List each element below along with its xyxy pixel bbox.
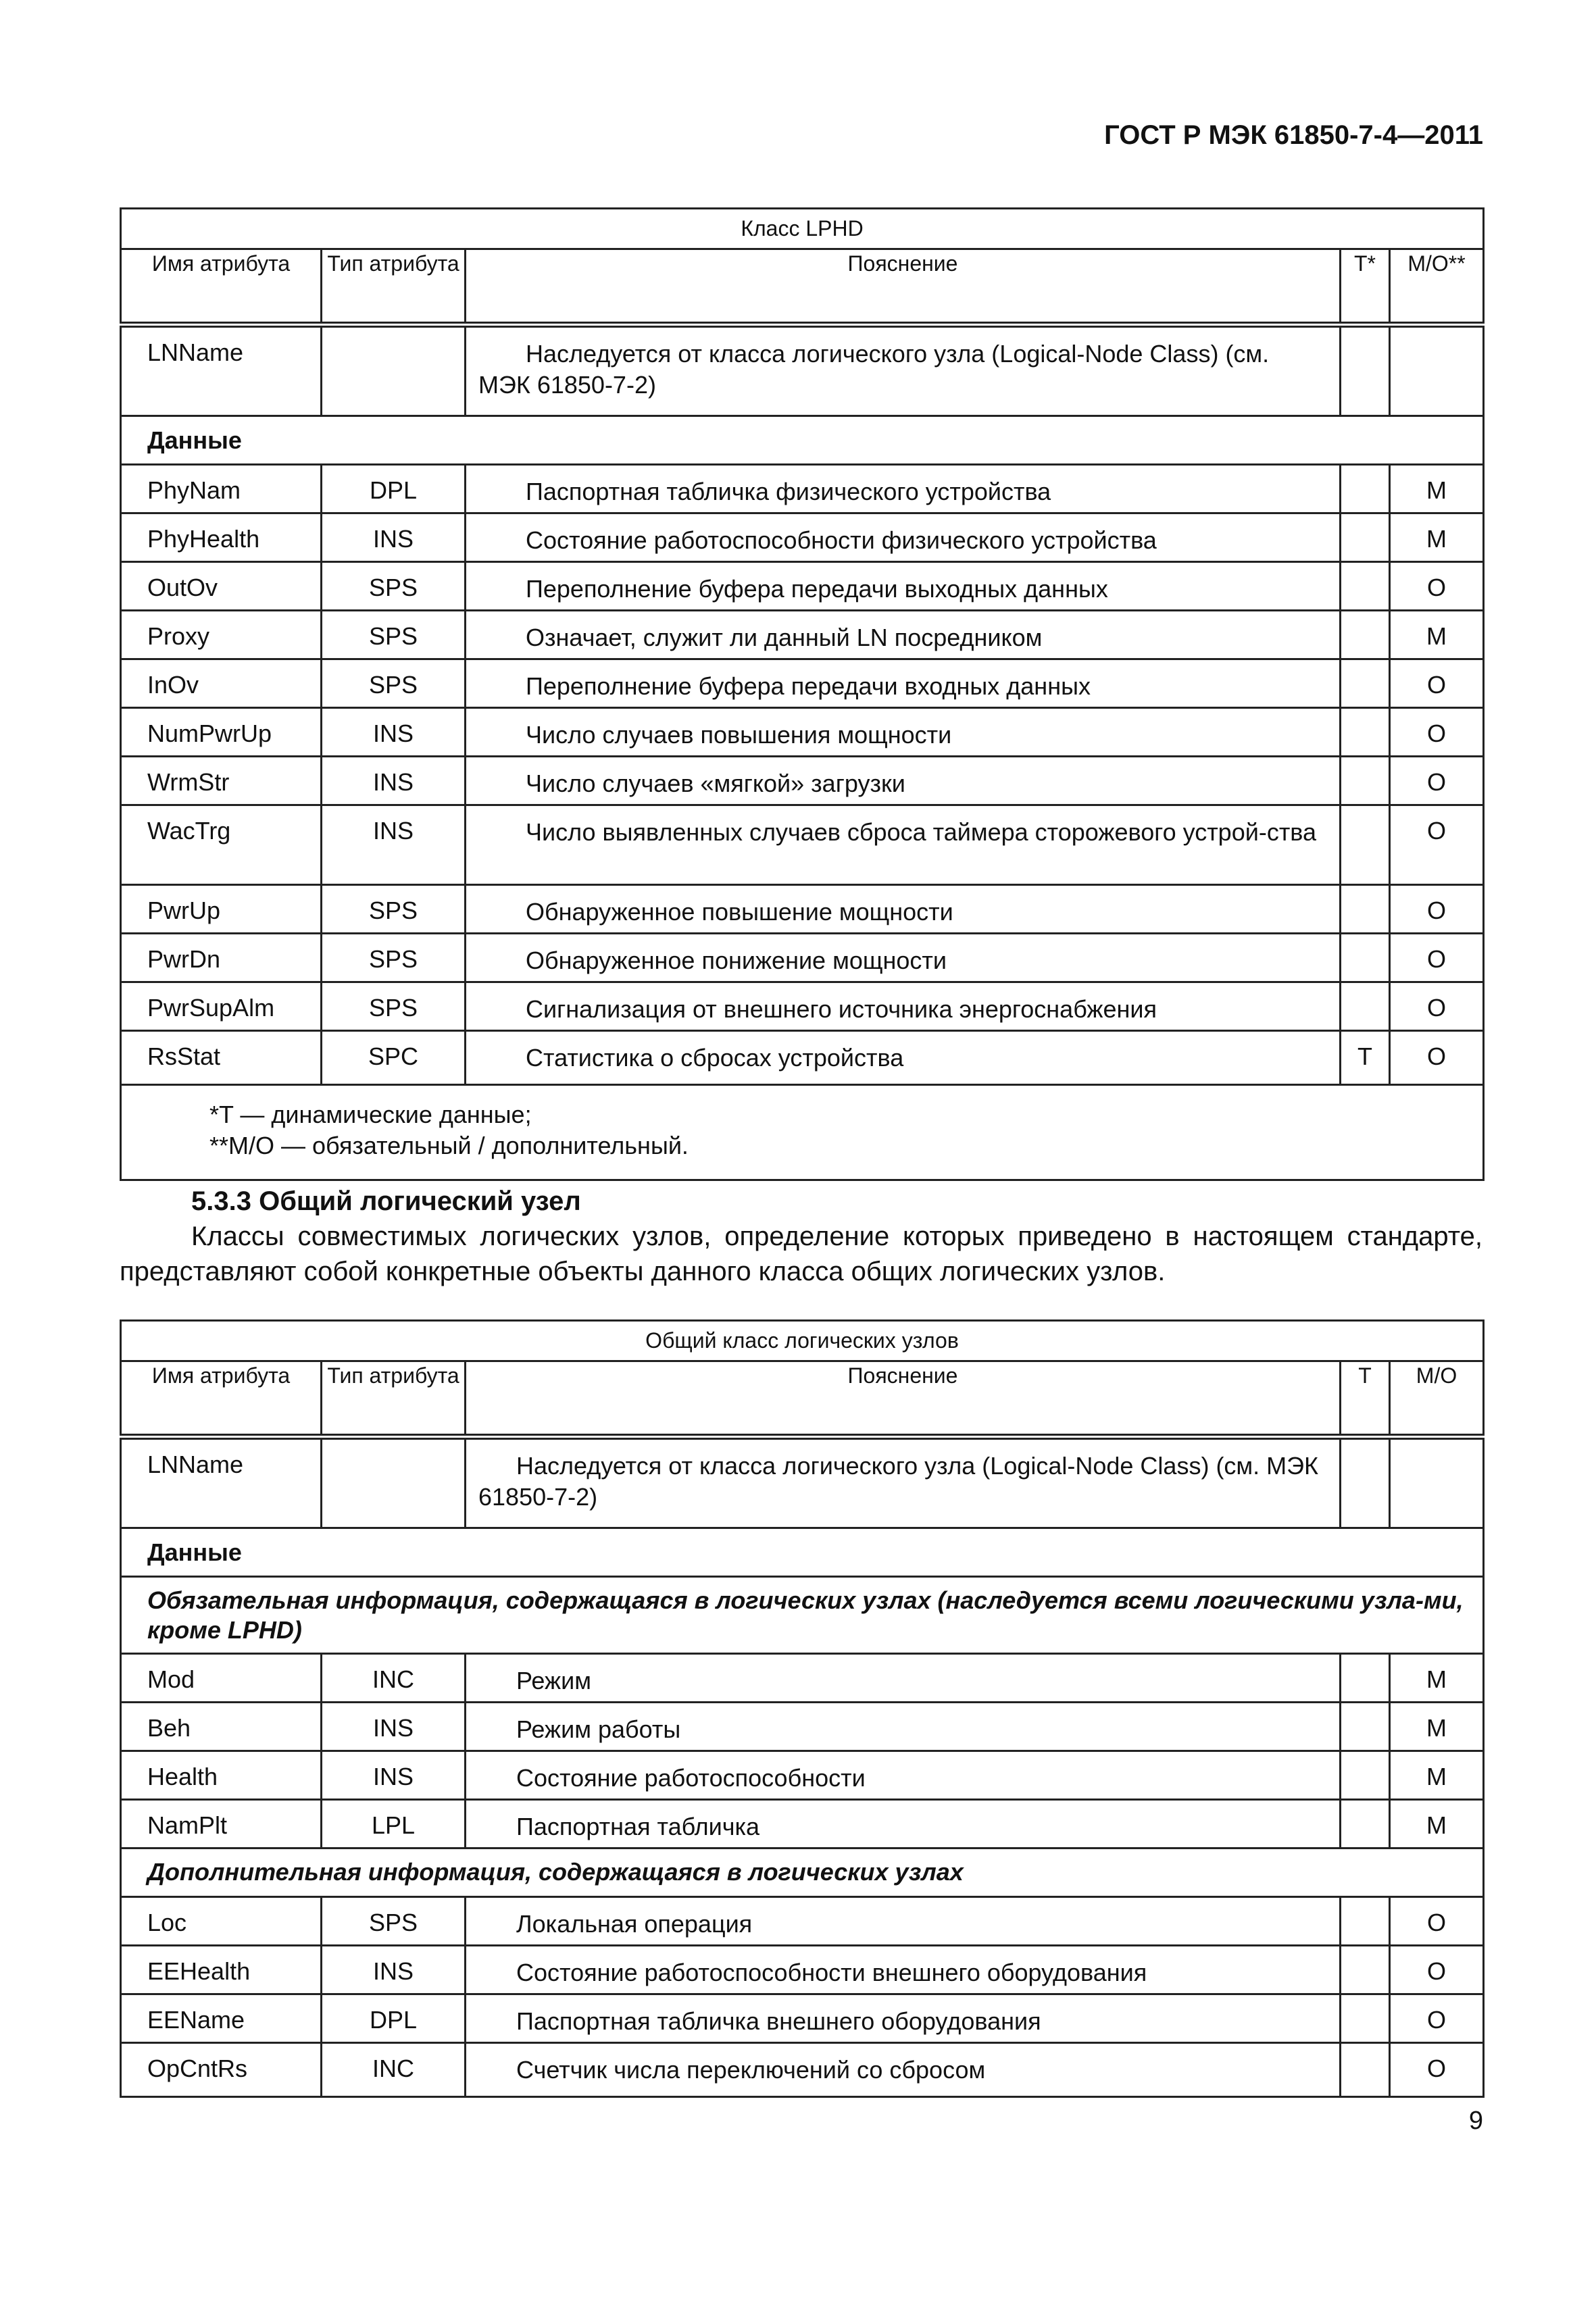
attribute-description bbox=[466, 757, 1341, 805]
attribute-mo: O bbox=[1390, 1031, 1484, 1085]
description-text: Статистика о сбросах устройства bbox=[526, 1044, 904, 1072]
attribute-description bbox=[466, 2043, 1341, 2097]
table-row bbox=[121, 757, 1484, 805]
column-header-description: Пояснение bbox=[466, 249, 1341, 325]
attribute-description bbox=[466, 465, 1341, 513]
attribute-t bbox=[1341, 562, 1390, 611]
attribute-description bbox=[466, 1437, 1341, 1528]
mandatory-info-heading: Обязательная информация, содержащаяся в логических узлах (наследуется всеми логическими узла-ми, кроме LPHD) bbox=[121, 1577, 1484, 1654]
attribute-description bbox=[466, 513, 1341, 562]
column-header-t: T* bbox=[1341, 249, 1390, 325]
attribute-mo: O bbox=[1390, 757, 1484, 805]
description-text: Паспортная табличка внешнего оборудования bbox=[516, 2007, 1041, 2035]
attribute-mo: M bbox=[1390, 1654, 1484, 1703]
description-text: Наследуется от класса логического узла (Logical-Node Class) (см. МЭК 61850-7-2) bbox=[478, 340, 1270, 399]
attribute-description bbox=[466, 562, 1341, 611]
table-row bbox=[121, 934, 1484, 982]
attribute-t bbox=[1341, 1994, 1390, 2043]
description-text: Состояние работоспособности bbox=[516, 1764, 866, 1792]
attribute-type: INS bbox=[322, 805, 466, 885]
description-text: Локальная операция bbox=[516, 1910, 753, 1938]
description-text: Обнаруженное повышение мощности bbox=[526, 898, 953, 926]
attribute-t bbox=[1341, 325, 1390, 416]
attribute-type: INC bbox=[322, 1654, 466, 1703]
description-text: Число выявленных случаев сброса таймера сторожевого устрой-ства bbox=[526, 818, 1317, 846]
attribute-name: PhyHealth bbox=[121, 513, 322, 562]
attribute-mo: O bbox=[1390, 1946, 1484, 1994]
section-heading: Данные bbox=[121, 416, 1484, 465]
attribute-description bbox=[466, 1654, 1341, 1703]
section-paragraph bbox=[120, 1219, 1482, 1289]
description-text: Счетчик числа переключений со сбросом bbox=[516, 2056, 986, 2084]
attribute-type: SPS bbox=[322, 1897, 466, 1946]
attribute-t bbox=[1341, 1946, 1390, 1994]
attribute-name: RsStat bbox=[121, 1031, 322, 1085]
attribute-type bbox=[322, 325, 466, 416]
section-heading: Данные bbox=[121, 1528, 1484, 1577]
attribute-name: Proxy bbox=[121, 611, 322, 659]
attribute-description bbox=[466, 1703, 1341, 1751]
table-row bbox=[121, 1437, 1484, 1528]
attribute-description bbox=[466, 708, 1341, 757]
attribute-t bbox=[1341, 757, 1390, 805]
attribute-t bbox=[1341, 2043, 1390, 2097]
column-header-name: Имя атрибута bbox=[121, 249, 322, 325]
attribute-t bbox=[1341, 1703, 1390, 1751]
attribute-type: INC bbox=[322, 2043, 466, 2097]
common-logical-node-class-table bbox=[120, 1319, 1485, 2098]
attribute-mo bbox=[1390, 325, 1484, 416]
table-header-row bbox=[121, 249, 1484, 325]
section-533 bbox=[120, 1184, 1482, 1289]
section-heading-533: 5.3.3 Общий логический узел bbox=[191, 1186, 581, 1216]
description-text: Режим работы bbox=[516, 1715, 681, 1743]
table-row bbox=[121, 708, 1484, 757]
attribute-name: EEHealth bbox=[121, 1946, 322, 1994]
attribute-mo: M bbox=[1390, 513, 1484, 562]
column-header-type: Тип атрибута bbox=[322, 249, 466, 325]
attribute-type: LPL bbox=[322, 1800, 466, 1848]
attribute-mo: M bbox=[1390, 1800, 1484, 1848]
description-text: Паспортная табличка физического устройства bbox=[526, 478, 1051, 505]
attribute-type: SPS bbox=[322, 611, 466, 659]
attribute-type: DPL bbox=[322, 465, 466, 513]
attribute-name: WrmStr bbox=[121, 757, 322, 805]
table-row bbox=[121, 1751, 1484, 1800]
attribute-t bbox=[1341, 1654, 1390, 1703]
attribute-t bbox=[1341, 805, 1390, 885]
lphd-class-table bbox=[120, 207, 1485, 1181]
table-row bbox=[121, 513, 1484, 562]
attribute-type: INS bbox=[322, 708, 466, 757]
attribute-description bbox=[466, 1946, 1341, 1994]
description-text: Переполнение буфера передачи выходных данных bbox=[526, 575, 1108, 603]
table-row bbox=[121, 611, 1484, 659]
column-header-mo: M/O** bbox=[1390, 249, 1484, 325]
attribute-name: LNName bbox=[121, 325, 322, 416]
attribute-t bbox=[1341, 885, 1390, 934]
column-header-type: Тип атрибута bbox=[322, 1361, 466, 1437]
page-number: 9 bbox=[1468, 2107, 1483, 2135]
attribute-t bbox=[1341, 934, 1390, 982]
column-header-t: T bbox=[1341, 1361, 1390, 1437]
attribute-description bbox=[466, 325, 1341, 416]
attribute-description bbox=[466, 1800, 1341, 1848]
column-header-name: Имя атрибута bbox=[121, 1361, 322, 1437]
table-notes bbox=[121, 1085, 1484, 1180]
table-row bbox=[121, 1703, 1484, 1751]
table-row bbox=[121, 1946, 1484, 1994]
attribute-mo: O bbox=[1390, 562, 1484, 611]
attribute-description bbox=[466, 659, 1341, 708]
table-row bbox=[121, 1897, 1484, 1946]
attribute-name: PwrDn bbox=[121, 934, 322, 982]
table-row bbox=[121, 1994, 1484, 2043]
optional-info-heading: Дополнительная информация, содержащаяся в логических узлах bbox=[121, 1848, 1484, 1897]
attribute-description bbox=[466, 805, 1341, 885]
attribute-mo: O bbox=[1390, 708, 1484, 757]
attribute-t bbox=[1341, 1437, 1390, 1528]
description-text: Число случаев «мягкой» загрузки bbox=[526, 770, 905, 797]
attribute-description bbox=[466, 885, 1341, 934]
attribute-name: Health bbox=[121, 1751, 322, 1800]
column-header-mo: M/O bbox=[1390, 1361, 1484, 1437]
attribute-name: NumPwrUp bbox=[121, 708, 322, 757]
attribute-type: DPL bbox=[322, 1994, 466, 2043]
description-text: Сигнализация от внешнего источника энергоснабжения bbox=[526, 995, 1157, 1023]
description-text: Число случаев повышения мощности bbox=[526, 721, 952, 749]
description-text: Режим bbox=[516, 1667, 591, 1694]
attribute-mo: O bbox=[1390, 885, 1484, 934]
attribute-t bbox=[1341, 1800, 1390, 1848]
attribute-t: T bbox=[1341, 1031, 1390, 1085]
paragraph-text: Классы совместимых логических узлов, определение которых приведено в настоящем стандарте, представляют собой конкретные объекты данного класса общих логических узлов. bbox=[120, 1222, 1482, 1286]
attribute-name: InOv bbox=[121, 659, 322, 708]
table-row bbox=[121, 1654, 1484, 1703]
attribute-description bbox=[466, 1031, 1341, 1085]
attribute-mo: O bbox=[1390, 1897, 1484, 1946]
table-row bbox=[121, 982, 1484, 1031]
table-row bbox=[121, 465, 1484, 513]
attribute-t bbox=[1341, 513, 1390, 562]
description-text: Состояние работоспособности внешнего оборудования bbox=[516, 1959, 1147, 1986]
attribute-mo: M bbox=[1390, 1751, 1484, 1800]
description-text: Паспортная табличка bbox=[516, 1813, 760, 1840]
attribute-type: INS bbox=[322, 1751, 466, 1800]
note-line: *T — динамические данные; bbox=[209, 1101, 532, 1128]
attribute-type: SPS bbox=[322, 659, 466, 708]
attribute-type: SPS bbox=[322, 885, 466, 934]
table-row bbox=[121, 659, 1484, 708]
attribute-t bbox=[1341, 659, 1390, 708]
table-row bbox=[121, 805, 1484, 885]
attribute-name: OutOv bbox=[121, 562, 322, 611]
attribute-name: Loc bbox=[121, 1897, 322, 1946]
description-text: Означает, служит ли данный LN посредником bbox=[526, 624, 1043, 651]
attribute-type: INS bbox=[322, 513, 466, 562]
attribute-name: NamPlt bbox=[121, 1800, 322, 1848]
column-header-description: Пояснение bbox=[466, 1361, 1341, 1437]
attribute-type: INS bbox=[322, 757, 466, 805]
attribute-t bbox=[1341, 708, 1390, 757]
attribute-mo: O bbox=[1390, 2043, 1484, 2097]
attribute-type bbox=[322, 1437, 466, 1528]
attribute-type: SPC bbox=[322, 1031, 466, 1085]
description-text: Обнаруженное понижение мощности bbox=[526, 947, 947, 974]
attribute-name: Beh bbox=[121, 1703, 322, 1751]
document-header: ГОСТ Р МЭК 61850-7-4—2011 bbox=[1104, 120, 1483, 150]
table-row bbox=[121, 325, 1484, 416]
attribute-mo: O bbox=[1390, 1994, 1484, 2043]
attribute-t bbox=[1341, 611, 1390, 659]
attribute-description bbox=[466, 982, 1341, 1031]
attribute-mo: O bbox=[1390, 934, 1484, 982]
attribute-type: SPS bbox=[322, 982, 466, 1031]
attribute-description bbox=[466, 934, 1341, 982]
attribute-t bbox=[1341, 1751, 1390, 1800]
table-row bbox=[121, 1800, 1484, 1848]
attribute-name: PwrUp bbox=[121, 885, 322, 934]
table-header-row bbox=[121, 1361, 1484, 1437]
table-caption: Класс LPHD bbox=[121, 209, 1484, 249]
attribute-mo: O bbox=[1390, 659, 1484, 708]
attribute-t bbox=[1341, 982, 1390, 1031]
attribute-description bbox=[466, 611, 1341, 659]
note-line: **M/O — обязательный / дополнительный. bbox=[209, 1132, 689, 1159]
table-row bbox=[121, 562, 1484, 611]
attribute-description bbox=[466, 1994, 1341, 2043]
description-text: Переполнение буфера передачи входных данных bbox=[526, 672, 1091, 700]
attribute-t bbox=[1341, 465, 1390, 513]
attribute-mo: M bbox=[1390, 611, 1484, 659]
attribute-name: EEName bbox=[121, 1994, 322, 2043]
attribute-mo: M bbox=[1390, 1703, 1484, 1751]
attribute-mo: M bbox=[1390, 465, 1484, 513]
attribute-description bbox=[466, 1897, 1341, 1946]
attribute-mo: O bbox=[1390, 982, 1484, 1031]
attribute-name: Mod bbox=[121, 1654, 322, 1703]
attribute-type: SPS bbox=[322, 562, 466, 611]
attribute-type: INS bbox=[322, 1703, 466, 1751]
attribute-name: WacTrg bbox=[121, 805, 322, 885]
attribute-mo bbox=[1390, 1437, 1484, 1528]
attribute-t bbox=[1341, 1897, 1390, 1946]
attribute-name: PwrSupAlm bbox=[121, 982, 322, 1031]
description-text: Состояние работоспособности физического устройства bbox=[526, 526, 1157, 554]
attribute-name: OpCntRs bbox=[121, 2043, 322, 2097]
description-text: Наследуется от класса логического узла (Logical-Node Class) (см. МЭК 61850-7-2) bbox=[478, 1452, 1319, 1511]
table-row bbox=[121, 1031, 1484, 1085]
attribute-name: LNName bbox=[121, 1437, 322, 1528]
attribute-type: INS bbox=[322, 1946, 466, 1994]
attribute-description bbox=[466, 1751, 1341, 1800]
attribute-type: SPS bbox=[322, 934, 466, 982]
attribute-name: PhyNam bbox=[121, 465, 322, 513]
table-row bbox=[121, 2043, 1484, 2097]
table-caption: Общий класс логических узлов bbox=[121, 1321, 1484, 1361]
table-row bbox=[121, 885, 1484, 934]
attribute-mo: O bbox=[1390, 805, 1484, 885]
